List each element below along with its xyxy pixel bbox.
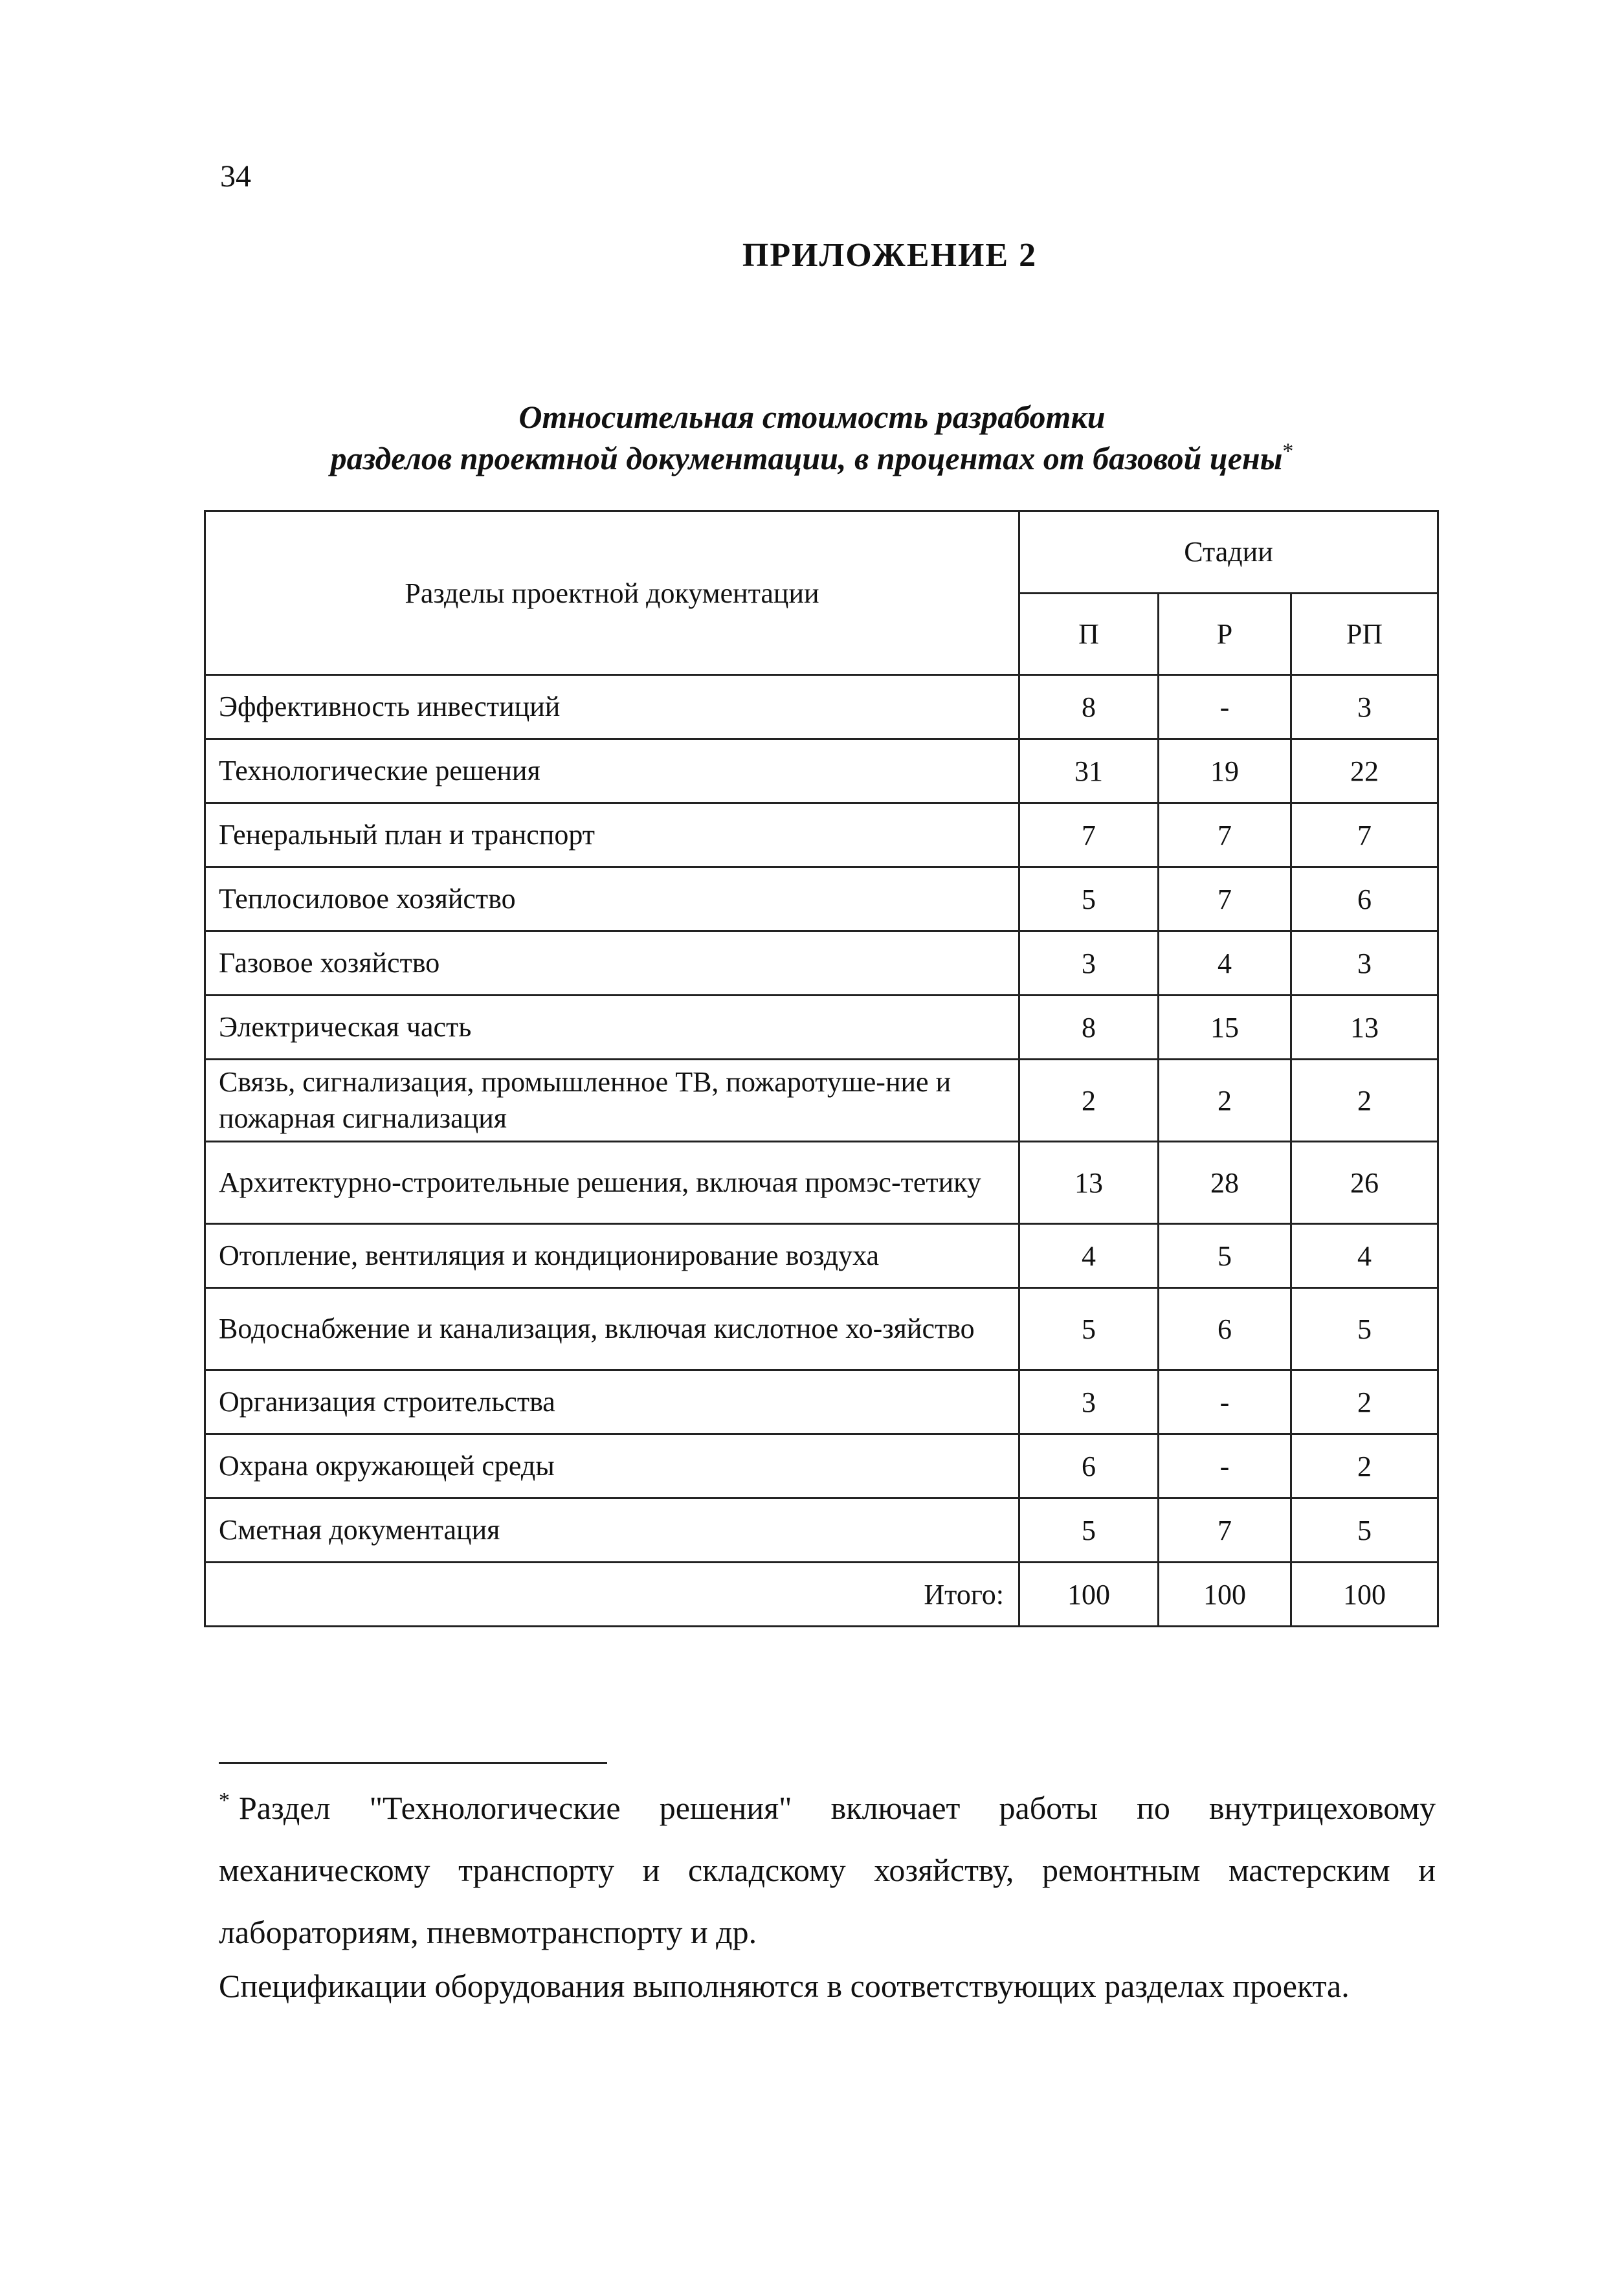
table-row bbox=[205, 1288, 1438, 1370]
total-label: Итого: bbox=[205, 1563, 1019, 1627]
row-value-p: 5 bbox=[1019, 867, 1159, 931]
row-value-p: 6 bbox=[1019, 1434, 1159, 1498]
row-value-rp: 2 bbox=[1291, 1434, 1438, 1498]
header-stages: Стадии bbox=[1019, 511, 1438, 594]
row-value-p: 2 bbox=[1019, 1060, 1159, 1142]
row-value-rp: 5 bbox=[1291, 1288, 1438, 1370]
row-value-p: 3 bbox=[1019, 931, 1159, 996]
row-name: Отопление, вентиляция и кондиционирование воздуха bbox=[205, 1224, 1019, 1288]
row-value-p: 7 bbox=[1019, 803, 1159, 867]
caption-line-2 bbox=[0, 438, 1624, 479]
row-value-r: 7 bbox=[1159, 803, 1291, 867]
row-value-rp: 2 bbox=[1291, 1370, 1438, 1434]
row-value-r: 7 bbox=[1159, 1498, 1291, 1563]
specification-note: Спецификации оборудования выполняются в соответствующих разделах проекта. bbox=[219, 1968, 1350, 2004]
row-value-p: 8 bbox=[1019, 675, 1159, 739]
row-value-p: 8 bbox=[1019, 996, 1159, 1060]
row-value-r: 15 bbox=[1159, 996, 1291, 1060]
total-row bbox=[205, 1563, 1438, 1627]
row-value-r: 4 bbox=[1159, 931, 1291, 996]
caption-line-2-text: разделов проектной документации, в процентах от базовой цены bbox=[330, 440, 1283, 476]
caption-line-1: Относительная стоимость разработки bbox=[518, 399, 1106, 435]
caption-asterisk: * bbox=[1282, 439, 1294, 463]
row-value-p: 5 bbox=[1019, 1288, 1159, 1370]
table-row bbox=[205, 867, 1438, 931]
page-number: 34 bbox=[220, 159, 251, 194]
footnote-text: Раздел "Технологические решения" включает работы по внутрицеховому механическому транспорту и складскому хозяйству, ремонтным мастерским и лабораториям, пневмотранспорту и др. bbox=[219, 1790, 1436, 1950]
table-row bbox=[205, 1434, 1438, 1498]
header-sections: Разделы проектной документации bbox=[205, 511, 1019, 675]
row-value-r: 5 bbox=[1159, 1224, 1291, 1288]
row-name: Генеральный план и транспорт bbox=[205, 803, 1019, 867]
cost-table bbox=[204, 510, 1439, 1627]
row-value-r: 6 bbox=[1159, 1288, 1291, 1370]
row-value-p: 5 bbox=[1019, 1498, 1159, 1563]
row-value-rp: 5 bbox=[1291, 1498, 1438, 1563]
header-stage-p: П bbox=[1019, 593, 1159, 675]
row-value-rp: 6 bbox=[1291, 867, 1438, 931]
table-row bbox=[205, 1498, 1438, 1563]
footnote-divider bbox=[219, 1762, 607, 1764]
row-name: Эффективность инвестиций bbox=[205, 675, 1019, 739]
row-value-r: 28 bbox=[1159, 1142, 1291, 1224]
header-stage-r: Р bbox=[1159, 593, 1291, 675]
row-value-r: 2 bbox=[1159, 1060, 1291, 1142]
row-name: Теплосиловое хозяйство bbox=[205, 867, 1019, 931]
header-stage-rp: РП bbox=[1291, 593, 1438, 675]
row-name: Связь, сигнализация, промышленное ТВ, пожаротуше-ние и пожарная сигнализация bbox=[205, 1060, 1019, 1142]
table-caption bbox=[0, 396, 1624, 479]
appendix-title: ПРИЛОЖЕНИЕ 2 bbox=[742, 237, 1038, 274]
total-value-p: 100 bbox=[1019, 1563, 1159, 1627]
row-value-rp: 7 bbox=[1291, 803, 1438, 867]
row-value-rp: 3 bbox=[1291, 931, 1438, 996]
table-row bbox=[205, 996, 1438, 1060]
row-name: Архитектурно-строительные решения, включая промэс-тетику bbox=[205, 1142, 1019, 1224]
total-value-rp: 100 bbox=[1291, 1563, 1438, 1627]
row-name: Сметная документация bbox=[205, 1498, 1019, 1563]
row-value-p: 13 bbox=[1019, 1142, 1159, 1224]
row-value-r: - bbox=[1159, 1434, 1291, 1498]
table-row bbox=[205, 1142, 1438, 1224]
row-value-rp: 3 bbox=[1291, 675, 1438, 739]
row-name: Водоснабжение и канализация, включая кислотное хо-зяйство bbox=[205, 1288, 1019, 1370]
row-value-rp: 2 bbox=[1291, 1060, 1438, 1142]
row-name: Электрическая часть bbox=[205, 996, 1019, 1060]
row-value-r: 19 bbox=[1159, 739, 1291, 803]
table-row bbox=[205, 739, 1438, 803]
row-value-r: - bbox=[1159, 675, 1291, 739]
row-value-rp: 13 bbox=[1291, 996, 1438, 1060]
row-value-rp: 4 bbox=[1291, 1224, 1438, 1288]
total-value-r: 100 bbox=[1159, 1563, 1291, 1627]
row-name: Организация строительства bbox=[205, 1370, 1019, 1434]
table-row bbox=[205, 1060, 1438, 1142]
row-name: Технологические решения bbox=[205, 739, 1019, 803]
row-name: Газовое хозяйство bbox=[205, 931, 1019, 996]
row-value-r: 7 bbox=[1159, 867, 1291, 931]
row-value-p: 4 bbox=[1019, 1224, 1159, 1288]
table-row bbox=[205, 675, 1438, 739]
row-value-p: 31 bbox=[1019, 739, 1159, 803]
table-row bbox=[205, 931, 1438, 996]
row-value-rp: 26 bbox=[1291, 1142, 1438, 1224]
table-row bbox=[205, 1370, 1438, 1434]
footnote bbox=[219, 1777, 1436, 1963]
table-row bbox=[205, 1224, 1438, 1288]
row-name: Охрана окружающей среды bbox=[205, 1434, 1019, 1498]
row-value-rp: 22 bbox=[1291, 739, 1438, 803]
row-value-p: 3 bbox=[1019, 1370, 1159, 1434]
row-value-r: - bbox=[1159, 1370, 1291, 1434]
table-row bbox=[205, 803, 1438, 867]
footnote-asterisk: * bbox=[219, 1788, 230, 1813]
